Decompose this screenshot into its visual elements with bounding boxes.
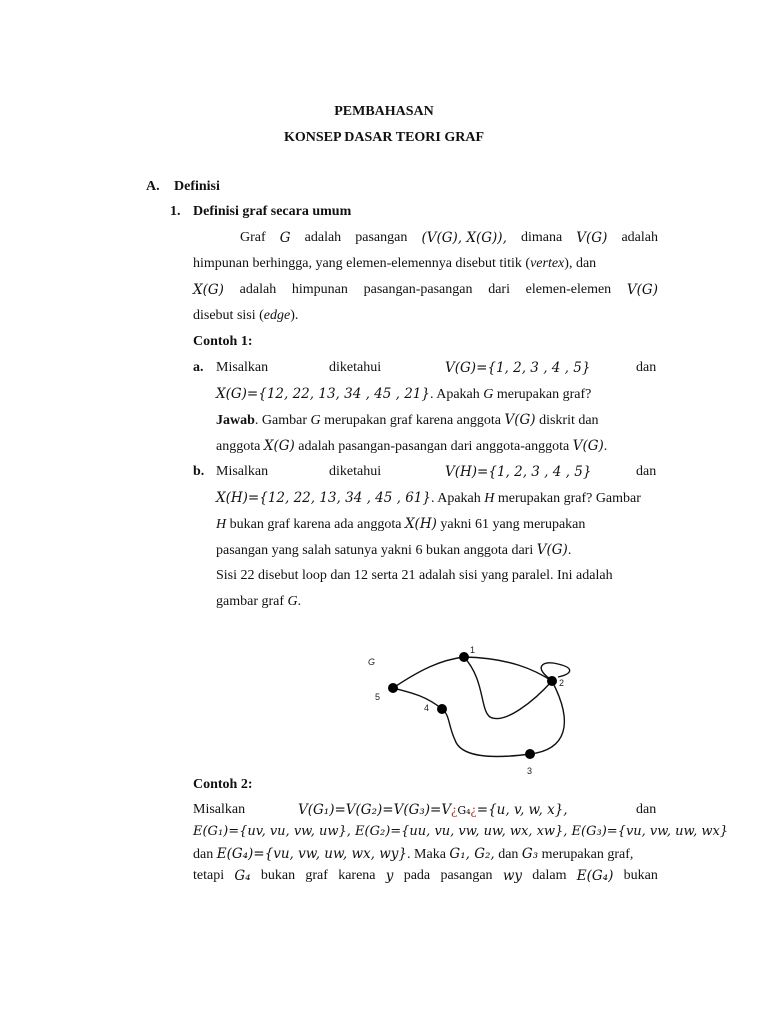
b-line2: [216, 490, 641, 507]
text: dan: [494, 847, 522, 862]
b-line1-vh-set: V(H)={1, 2, 3 , 4 , 5}: [445, 464, 592, 480]
text: pasangan: [440, 868, 493, 883]
math: X(H): [404, 516, 437, 532]
math: X(G)={12, 22, 13, 34 , 45 , 21}: [216, 386, 430, 402]
text: .: [603, 439, 608, 454]
text: .: [297, 594, 302, 609]
math: y: [385, 868, 394, 884]
text: disebut sisi (: [193, 308, 264, 323]
math: G₄: [457, 804, 471, 817]
text: anggota: [216, 439, 264, 454]
a-line1-dan: dan: [636, 360, 657, 375]
b-line1-dan: dan: [636, 464, 657, 479]
text: adalah: [239, 282, 277, 297]
math: G₄: [234, 868, 251, 884]
b-line6: [216, 594, 301, 610]
text: tetapi: [193, 868, 225, 883]
edge-4-5: [393, 688, 442, 709]
math: V(G): [576, 230, 608, 246]
section-a-title: Definisi: [174, 179, 220, 194]
edge-5-1: [393, 657, 464, 688]
jawab-label: Jawab: [216, 413, 255, 428]
text: .: [567, 543, 572, 558]
text: Graf: [240, 230, 266, 245]
text: graf: [305, 868, 328, 883]
text: pasangan-pasangan: [363, 282, 473, 297]
math: G: [483, 387, 494, 402]
b-line5: Sisi 22 disebut loop dan 12 serta 21 adalah sisi yang paralel. Ini adalah: [216, 568, 613, 583]
glyph-artifact: ¿: [470, 803, 477, 818]
text: merupakan graf karena anggota: [320, 413, 505, 428]
section-a-marker: A.: [146, 179, 160, 194]
math: G: [279, 230, 291, 246]
sub1-title: Definisi graf secara umum: [193, 204, 352, 219]
graph-label: G: [368, 657, 376, 667]
text: ).: [290, 308, 299, 323]
vertex-2-label: 2: [559, 678, 565, 688]
text: karena: [338, 868, 376, 883]
text: bukan: [260, 868, 296, 883]
c2-line3: [193, 846, 633, 863]
c2-line1-misalkan: Misalkan: [193, 802, 246, 817]
math: G: [287, 594, 298, 609]
math: wy: [502, 868, 522, 884]
text: . Gambar: [254, 413, 311, 428]
math: E(G₄)={vu, vw, uw, wx, wy}: [216, 846, 408, 862]
vertex-5-label: 5: [375, 692, 381, 702]
glyph-artifact: ¿: [451, 803, 458, 818]
para1-line2: [193, 256, 596, 272]
vertex-3-label: 3: [527, 766, 533, 776]
math: E(G₄): [576, 868, 614, 884]
text: adalah pasangan-pasangan dari anggota-anggota: [294, 439, 573, 454]
a-line1-vg-set: V(G)={1, 2, 3 , 4 , 5}: [445, 360, 591, 376]
text: dan: [193, 847, 217, 862]
text: . Maka: [407, 847, 450, 862]
text: dalam: [532, 868, 567, 883]
edge-1-2-bottom: [464, 657, 552, 719]
text: ), dan: [564, 256, 597, 271]
sub1-marker: 1.: [170, 204, 181, 219]
text: bukan: [623, 868, 658, 883]
graph-g-figure: [360, 640, 590, 780]
text: gambar graf: [216, 594, 288, 609]
contoh2-heading: Contoh 2:: [193, 777, 253, 792]
a-line1-misalkan: Misalkan: [216, 360, 269, 375]
text: bukan graf karena ada anggota: [226, 517, 405, 532]
math: X(G): [193, 282, 224, 298]
item-b-marker: b.: [193, 464, 205, 479]
vertex-4-label: 4: [424, 703, 430, 713]
math: G: [310, 413, 321, 428]
math: V(G): [572, 438, 604, 454]
math: V(G₁)=V(G₂)=V(G₃)=V: [298, 802, 452, 818]
b-line1-misalkan: Misalkan: [216, 464, 269, 479]
c2-line4: [193, 868, 658, 884]
para1-line3: [193, 282, 658, 298]
text: merupakan graf? Gambar: [494, 491, 641, 506]
b-line4: [216, 542, 571, 559]
text: pada: [403, 868, 431, 883]
vertex-3: [525, 749, 535, 759]
c2-line2-edge-sets: E(G₁)={uv, vu, vw, uw}, E(G₂)={uu, vu, vw, uw, wx, xw}, E(G₃)={vu, vw, uw, wx}: [193, 824, 729, 839]
a-line4: [216, 438, 607, 455]
item-a-marker: a.: [193, 360, 204, 375]
text: himpunan: [291, 282, 348, 297]
text: dari: [488, 282, 510, 297]
math: X(G): [263, 438, 295, 454]
c2-line1-dan: dan: [636, 802, 657, 817]
text: yakni 61 yang merupakan: [436, 517, 586, 532]
para1-line4: [193, 308, 298, 324]
math: G₃: [521, 846, 539, 862]
para1-line1: [240, 230, 658, 246]
text: . Apakah: [429, 387, 484, 402]
text: merupakan graf?: [493, 387, 592, 402]
b-line3: [216, 516, 585, 533]
math: V(G): [536, 542, 568, 558]
edge-3-4: [442, 709, 530, 756]
text: pasangan: [355, 230, 408, 245]
vertex-4: [437, 704, 447, 714]
math: (V(G), X(G)),: [421, 230, 507, 246]
text: elemen-elemen: [525, 282, 612, 297]
edge-1-3: [530, 681, 564, 754]
math: ={u, v, w, x},: [476, 802, 568, 818]
text: dimana: [520, 230, 563, 245]
term-edge: edge: [263, 308, 291, 323]
vertex-5: [388, 683, 398, 693]
math: V(G): [626, 282, 658, 298]
text: himpunan berhingga, yang elemen-elemennya disebut titik (: [193, 256, 531, 271]
math: H: [216, 517, 227, 532]
math: X(H)={12, 22, 13, 34 , 45 , 61}: [216, 490, 431, 506]
vertex-1-label: 1: [470, 645, 476, 655]
term-vertex: vertex: [530, 256, 565, 271]
page-subtitle: KONSEP DASAR TEORI GRAF: [283, 130, 485, 145]
text: merupakan graf,: [538, 847, 634, 862]
math: V(G): [504, 412, 536, 428]
c2-line1-sets: [298, 802, 568, 819]
a-line3: [216, 412, 599, 429]
a-line1-diketahui: diketahui: [329, 360, 382, 375]
text: . Apakah: [430, 491, 485, 506]
text: diskrit dan: [535, 413, 599, 428]
vertex-2: [547, 676, 557, 686]
text: adalah: [304, 230, 342, 245]
a-line2: [216, 386, 591, 403]
text: pasangan yang salah satunya yakni 6 bukan anggota dari: [216, 543, 537, 558]
b-line1-diketahui: diketahui: [329, 464, 382, 479]
vertex-1: [459, 652, 469, 662]
text: adalah: [621, 230, 658, 245]
page-title: PEMBAHASAN: [334, 104, 434, 119]
math: H: [484, 491, 495, 506]
contoh1-heading: Contoh 1:: [193, 334, 253, 349]
math: G₁, G₂,: [449, 846, 495, 862]
